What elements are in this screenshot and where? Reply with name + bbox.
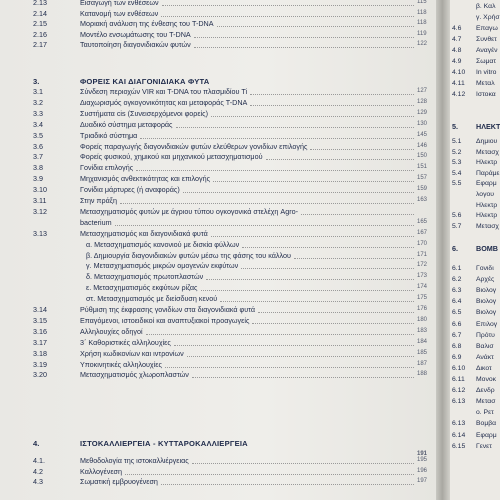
toc-title: Μηχανισμός ανθεκτικότητας και επιλογής xyxy=(80,174,211,184)
toc-row[interactable] xyxy=(0,359,438,370)
toc-page-number: 122 xyxy=(417,41,428,48)
toc-leader xyxy=(201,290,414,291)
toc-row[interactable] xyxy=(0,228,438,239)
toc-title: Εφαρμ xyxy=(476,431,497,439)
toc-row[interactable] xyxy=(0,369,438,380)
toc-title: Γονίδια μάρτυρες (ή αναφοράς) xyxy=(80,185,180,195)
toc-title: ο. Ρετ xyxy=(476,409,494,417)
toc-page-number: 174 xyxy=(417,284,428,291)
toc-title: Εφαρμ xyxy=(476,180,497,188)
section-title: ΙΣΤΟΚΑΛΛΙΕΡΓΕΙΑ - ΚΥΤΤΑΡΟΚΑΛΛΙΕΡΓΕΙΑ xyxy=(80,439,248,448)
toc-page-number: 127 xyxy=(417,88,428,94)
toc-title: Βαλισ xyxy=(476,342,494,350)
toc-title: In vitro xyxy=(476,69,497,76)
section-page-number: 191 xyxy=(417,451,428,457)
toc-page-number: 172 xyxy=(417,262,428,269)
toc-row[interactable] xyxy=(0,337,438,348)
toc-row[interactable] xyxy=(0,141,438,152)
toc-row[interactable] xyxy=(0,455,438,466)
toc-number: 4.7 xyxy=(452,36,462,43)
toc-title: Σωματ xyxy=(476,58,497,65)
toc-row[interactable] xyxy=(0,29,438,40)
toc-number: 6.7 xyxy=(452,331,462,339)
toc-title: Ταυτοποίηση διαγονιδιακών φυτών xyxy=(80,40,191,50)
toc-number: 6.5 xyxy=(452,309,462,317)
toc-number: 6.8 xyxy=(452,342,462,350)
toc-row[interactable] xyxy=(0,260,438,271)
toc-number: 3.9 xyxy=(33,174,43,184)
toc-leader xyxy=(213,181,414,182)
toc-title: bacterium xyxy=(80,217,112,227)
toc-number: 2.14 xyxy=(33,8,47,18)
toc-row[interactable] xyxy=(0,282,438,293)
toc-leader xyxy=(165,367,414,368)
toc-number: 6.3 xyxy=(452,287,462,295)
toc-title: Δημιου xyxy=(476,138,498,145)
toc-title: Συστήματα cis (Συνεισερχόμενοι φορείς) xyxy=(80,108,209,118)
toc-leader xyxy=(220,301,414,302)
toc-row[interactable] xyxy=(0,97,438,108)
toc-title: α. Μετασχηματισμός κανονιού με δισκία φύλλων xyxy=(86,239,240,249)
toc-leader xyxy=(266,159,414,160)
toc-number: 5.5 xyxy=(452,180,462,188)
toc-number: 2.17 xyxy=(33,40,47,50)
toc-title: β. Δημιουργία διαγονιδιακών φυτών μέσω της φάσης του κάλλου xyxy=(86,250,291,260)
toc-title: Γενετ xyxy=(476,442,492,450)
toc-page-number: 129 xyxy=(417,109,428,116)
toc-title: Βιολογ xyxy=(476,309,497,317)
toc-page-number: 130 xyxy=(417,120,428,127)
toc-row[interactable] xyxy=(0,466,438,477)
toc-page-number: 118 xyxy=(417,9,427,16)
toc-row[interactable] xyxy=(0,108,438,119)
toc-number: 6.14 xyxy=(452,431,466,439)
toc-title: Ηλεκτρ xyxy=(476,201,498,209)
toc-title: Μετασχηματισμός φυτών με άγριου τύπου ογκογονικά στελέχη Agro- xyxy=(80,206,298,216)
toc-title: Καλλογένεση xyxy=(80,466,122,476)
toc-leader xyxy=(301,214,414,215)
toc-page-number: 184 xyxy=(417,338,428,345)
toc-number: 6.15 xyxy=(452,442,466,450)
toc-number: 3.19 xyxy=(33,359,47,369)
toc-title: Δυαδικό σύστημα μεταφοράς xyxy=(80,119,173,129)
toc-title: Αναγέν xyxy=(476,47,498,54)
toc-row[interactable] xyxy=(0,39,438,50)
toc-row[interactable] xyxy=(0,195,438,206)
toc-number: 3.5 xyxy=(33,130,43,140)
toc-number: 4.2 xyxy=(33,466,43,476)
toc-number: 3.13 xyxy=(33,228,47,238)
toc-leader xyxy=(176,127,414,128)
toc-page-number: 176 xyxy=(417,306,428,312)
toc-title: Μονοκ xyxy=(476,376,497,383)
toc-number: 6.9 xyxy=(452,353,462,361)
toc-title: Μετασχ xyxy=(476,148,499,156)
toc-row[interactable] xyxy=(0,8,438,19)
toc-page-number: 115 xyxy=(417,0,427,5)
toc-leader xyxy=(146,334,414,335)
toc-title: Ηλεκτρ xyxy=(476,212,498,220)
toc-row[interactable] xyxy=(0,326,438,337)
toc-number: 3.4 xyxy=(33,119,43,129)
toc-page-number: 145 xyxy=(417,131,428,138)
toc-page-number: 195 xyxy=(417,457,428,463)
toc-title: Κατανομή των ενθέσεων xyxy=(80,8,159,18)
toc-row[interactable] xyxy=(0,315,438,326)
toc-page-number: 150 xyxy=(417,153,428,160)
toc-page-number: 118 xyxy=(417,20,427,27)
toc-page-number: 146 xyxy=(417,142,428,149)
toc-title: Παράμε xyxy=(476,169,500,177)
toc-number: 3.20 xyxy=(33,370,47,380)
toc-row[interactable] xyxy=(0,173,438,184)
toc-title: Σύνδεση περιοχών VIR και T-DNA του πλασμιδίου Ti xyxy=(80,87,248,96)
toc-leader xyxy=(252,323,414,324)
toc-page-number: 151 xyxy=(417,164,428,171)
toc-number: 3.8 xyxy=(33,163,43,173)
toc-leader xyxy=(161,16,414,17)
toc-title: Σωματική εμβρυογένεση xyxy=(80,477,158,487)
toc-leader xyxy=(115,225,414,226)
toc-leader xyxy=(183,192,414,193)
toc-number: 3.10 xyxy=(33,185,47,195)
toc-title: Ηλεκτρ xyxy=(476,159,498,167)
toc-number: 3.2 xyxy=(33,97,43,107)
toc-title: Φορείς παραγωγής διαγονιδιακών φυτών ελεύθερων γονιδίων επιλογής xyxy=(80,141,308,151)
toc-leader xyxy=(258,312,414,313)
toc-title: Μετασχ xyxy=(476,222,499,230)
toc-leader xyxy=(241,268,414,269)
toc-title: Συνθετ xyxy=(476,36,497,43)
toc-number: 3.18 xyxy=(33,348,47,358)
toc-row[interactable] xyxy=(0,162,438,173)
toc-title: δ. Μετασχηματισμός πρωτοπλαστών xyxy=(86,272,204,282)
toc-page-number: 165 xyxy=(417,218,428,225)
toc-leader xyxy=(242,247,414,248)
toc-leader xyxy=(162,5,414,6)
toc-page-number: 170 xyxy=(417,240,428,247)
toc-page-number: 119 xyxy=(417,30,427,37)
toc-number: 6.11 xyxy=(452,376,465,383)
toc-leader xyxy=(136,170,414,171)
toc-title: Βιολογ xyxy=(476,298,497,306)
toc-title: στ. Μετασχηματισμός με διείσδυση κενού xyxy=(86,294,218,304)
toc-title: Βομβα xyxy=(476,420,497,428)
toc-page-number: 173 xyxy=(417,273,428,280)
toc-number: 3.6 xyxy=(33,141,43,151)
toc-number: 2.15 xyxy=(33,19,47,29)
toc-page-number: 157 xyxy=(417,175,428,182)
toc-title: Βιολογ xyxy=(476,287,497,295)
toc-leader xyxy=(192,463,414,464)
toc-leader xyxy=(140,138,414,139)
toc-title: Αρχές xyxy=(476,276,495,284)
toc-row[interactable] xyxy=(0,119,438,130)
toc-number: 4.3 xyxy=(33,477,43,487)
toc-number: 3.15 xyxy=(33,315,47,325)
toc-leader xyxy=(250,105,414,106)
toc-number: 6.2 xyxy=(452,276,462,284)
toc-row[interactable] xyxy=(0,239,438,250)
toc-number: 4.12 xyxy=(452,91,466,98)
toc-page-number: 128 xyxy=(417,98,428,105)
toc-row[interactable] xyxy=(0,130,438,141)
toc-number: 2.16 xyxy=(33,29,47,39)
toc-number: 5.6 xyxy=(452,212,462,220)
toc-title: Δενδρ xyxy=(476,387,495,395)
toc-page-number: 180 xyxy=(417,316,428,323)
toc-leader xyxy=(161,484,414,485)
toc-row[interactable] xyxy=(0,271,438,282)
toc-row[interactable] xyxy=(0,184,438,195)
toc-leader xyxy=(294,258,414,259)
section-number: 5. xyxy=(452,122,458,131)
toc-number: 2.13 xyxy=(33,0,47,7)
right-page xyxy=(450,0,500,500)
toc-page-number: 163 xyxy=(417,197,428,203)
toc-number: 3.12 xyxy=(33,206,47,216)
toc-row[interactable] xyxy=(0,293,438,304)
toc-title: Γονιδι xyxy=(476,265,494,272)
toc-page-number: 196 xyxy=(417,467,428,474)
toc-number: 4.9 xyxy=(452,58,462,65)
toc-title: Αλληλουχίες οδηγοί xyxy=(80,326,143,336)
toc-page-number: 197 xyxy=(417,478,428,485)
toc-title: Υποκινητικές αλληλουχίες xyxy=(80,359,162,369)
toc-number: 3.1 xyxy=(33,87,43,96)
toc-title: Στην πράξη xyxy=(80,196,117,205)
section-heading xyxy=(0,437,438,457)
toc-title: Μετασχηματισμός και διαγονιδιακά φυτά xyxy=(80,228,208,238)
section-number: 6. xyxy=(452,244,458,253)
toc-number: 6.13 xyxy=(452,420,466,428)
toc-number: 6.6 xyxy=(452,320,462,328)
toc-leader xyxy=(310,149,414,150)
toc-leader xyxy=(192,377,414,378)
toc-number: 5.4 xyxy=(452,169,462,177)
toc-number: 3.17 xyxy=(33,337,47,347)
toc-page-number: 175 xyxy=(417,295,428,302)
toc-title: Εισαγωγή των ενθέσεων xyxy=(80,0,159,7)
toc-title: Μετασ xyxy=(476,398,496,406)
toc-leader xyxy=(174,345,414,346)
toc-leader xyxy=(211,236,414,237)
toc-title: γ. Χρήσ xyxy=(476,14,500,21)
section-number: 4. xyxy=(33,439,40,448)
toc-title: 3΄ Καθοριστικές αλληλουχίες xyxy=(80,337,171,347)
toc-number: 6.13 xyxy=(452,398,466,406)
toc-title: Πρότυ xyxy=(476,331,495,339)
section-title: ΦΟΡΕΙΣ ΚΑΙ ΔΙΑΓΟΝΙΔΙΑΚΑ ΦΥΤΑ xyxy=(80,77,210,86)
toc-leader xyxy=(120,203,414,204)
toc-title: Μεταλ xyxy=(476,80,495,87)
toc-number: 5.7 xyxy=(452,222,462,230)
toc-title: Ανάκτ xyxy=(476,353,494,361)
toc-leader xyxy=(187,356,414,357)
toc-title: Ιστοκα xyxy=(476,91,496,98)
toc-title: Γονίδια επιλογής xyxy=(80,163,134,173)
toc-leader xyxy=(211,116,414,117)
toc-number: 6.12 xyxy=(452,387,466,395)
toc-page-number: 183 xyxy=(417,327,428,334)
toc-page-number: 167 xyxy=(417,229,428,236)
toc-number: 4.6 xyxy=(452,25,462,32)
toc-row[interactable] xyxy=(0,151,438,162)
toc-row[interactable] xyxy=(0,86,438,97)
toc-title: γ. Μετασχηματισμός μικρών ομογενών εκφύτων xyxy=(86,261,239,271)
toc-title: Δικοτ xyxy=(476,364,492,372)
toc-title: Μοντέλο ενσωμάτωσης του T-DNA xyxy=(80,29,191,39)
toc-number: 4.8 xyxy=(452,47,462,54)
toc-title: λογου xyxy=(476,191,494,198)
toc-row[interactable] xyxy=(0,250,438,261)
toc-title: Επαγόμενοι, ιστοειδικοί και αναπτυξιακοί προαγωγείς xyxy=(80,315,250,325)
toc-number: 5.3 xyxy=(452,159,462,167)
toc-title: Τριαδικό σύστημα xyxy=(80,130,138,140)
toc-row[interactable] xyxy=(0,18,438,29)
toc-title: Μετασχηματισμός χλωροπλαστών xyxy=(80,370,189,380)
toc-page-number: 185 xyxy=(417,349,428,356)
toc-title: Μοριακή ανάλυση της ένθεσης του T-DNA xyxy=(80,19,214,29)
toc-leader xyxy=(125,474,414,475)
toc-number: 3.14 xyxy=(33,305,47,314)
toc-page-number: 187 xyxy=(417,360,428,367)
toc-leader xyxy=(217,26,414,27)
toc-number: 3.7 xyxy=(33,152,43,162)
toc-row[interactable] xyxy=(0,206,438,217)
toc-row[interactable] xyxy=(0,348,438,359)
toc-number: 5.1 xyxy=(452,138,462,145)
toc-leader xyxy=(250,94,414,95)
toc-number: 4.10 xyxy=(452,69,466,76)
toc-page-number: 171 xyxy=(417,251,428,258)
toc-row[interactable] xyxy=(0,304,438,315)
toc-title: Μεθοδολογία της ιστοκαλλιέργειας xyxy=(80,456,189,465)
toc-title: ε. Μετασχηματισμός εκφύτων ρίζας xyxy=(86,283,198,293)
toc-title: β. Καλ xyxy=(476,3,496,10)
toc-title: Επιλογ xyxy=(476,320,498,328)
toc-number: 3.11 xyxy=(33,196,47,205)
toc-title: Επαγω xyxy=(476,25,498,32)
toc-number: 3.16 xyxy=(33,326,47,336)
toc-number: 5.2 xyxy=(452,148,462,156)
section-number: 3. xyxy=(33,77,40,86)
toc-title: Ρύθμιση της έκφρασης γονιδίων στα διαγονιδιακά φυτά xyxy=(80,305,256,314)
toc-leader xyxy=(194,47,414,48)
toc-page-number: 159 xyxy=(417,186,428,193)
toc-page-number: 188 xyxy=(417,371,428,378)
toc-title: Φορείς φυσικού, χημικού και μηχανικού μετασχηματισμού xyxy=(80,152,263,162)
toc-title: Χρήση κωδικονίων και ιντρονίων xyxy=(80,348,184,358)
toc-row[interactable] xyxy=(0,217,438,228)
toc-number: 4.1. xyxy=(33,456,45,465)
section-title: ΒΟΜΒ xyxy=(476,244,498,253)
toc-number: 3.3 xyxy=(33,108,43,118)
toc-number: 6.1 xyxy=(452,265,462,272)
toc-number: 4.11 xyxy=(452,80,465,87)
toc-row[interactable] xyxy=(0,476,438,487)
toc-number: 6.4 xyxy=(452,298,462,306)
section-title: ΗΛΕΚΤ xyxy=(476,122,500,131)
toc-leader xyxy=(194,37,414,38)
toc-title: Διαχωρισμός ογκογονικότητας και μεταφοράς T-DNA xyxy=(80,97,248,107)
book-gutter xyxy=(436,0,450,500)
toc-number: 6.10 xyxy=(452,364,466,372)
toc-leader xyxy=(206,279,414,280)
